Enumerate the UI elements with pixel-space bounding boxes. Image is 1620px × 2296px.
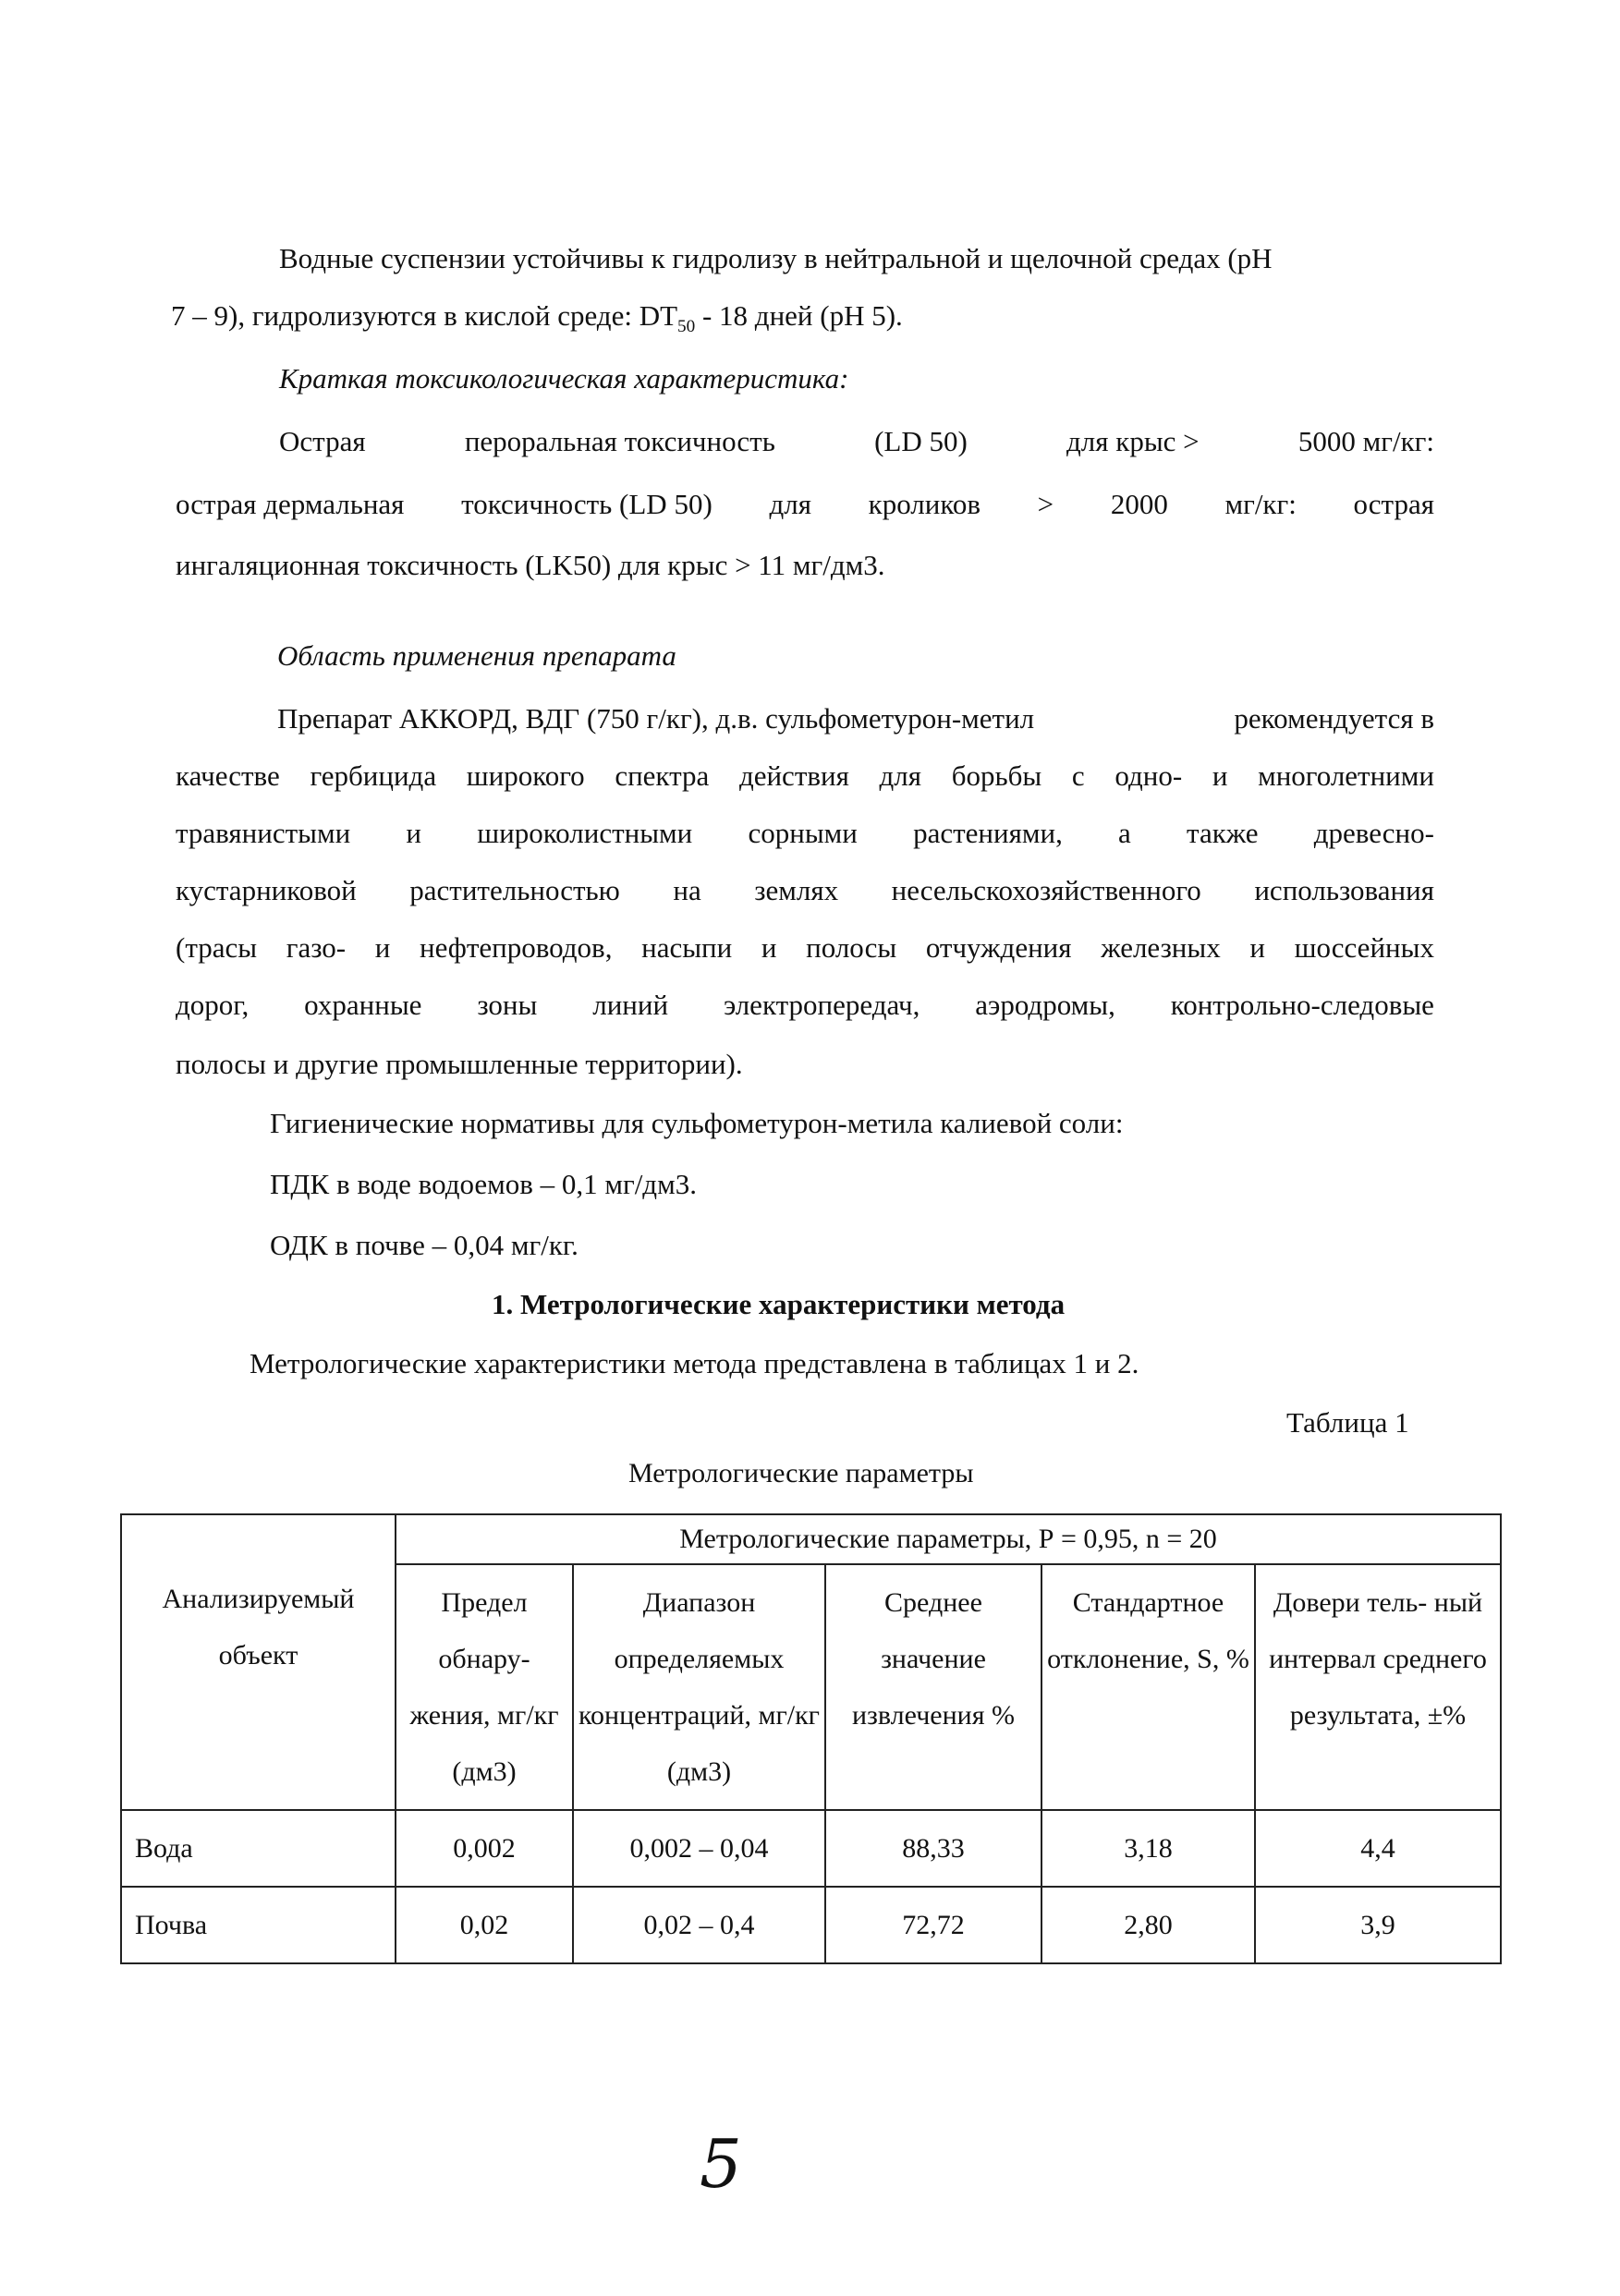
tox-word: для xyxy=(769,488,811,520)
scope-word: травянистыми xyxy=(176,817,351,849)
scope-word: отчуждения xyxy=(925,931,1072,964)
scope-word: с xyxy=(1071,759,1085,792)
table-label: Таблица 1 xyxy=(1286,1406,1409,1439)
hygiene-line-1: Гигиенические нормативы для сульфометурон-метила калиевой соли: xyxy=(270,1107,1124,1139)
scope-word: нефтепроводов, xyxy=(420,931,613,964)
scope-word: действия xyxy=(738,759,849,792)
scope-word: землях xyxy=(754,874,839,906)
tox-row-3: ингаляционная токсичность (LK50) для крыс > 11 мг/дм3. xyxy=(176,549,885,581)
scope-word: газо- xyxy=(286,931,347,964)
scope-word: для xyxy=(879,759,922,792)
scope-heading: Область применения препарата xyxy=(277,639,676,672)
tox-word: 2000 xyxy=(1110,488,1168,520)
tox-word: острая дермальная xyxy=(176,488,405,520)
table-title: Метрологические параметры xyxy=(628,1458,974,1488)
hygiene-line-3: ОДК в почве – 0,04 мг/кг. xyxy=(270,1229,579,1261)
cell-range: 0,002 – 0,04 xyxy=(573,1810,825,1887)
header-group: Метрологические параметры, Р = 0,95, n = 20 xyxy=(396,1514,1501,1564)
tox-row-1 xyxy=(279,425,1434,458)
scope-word: Препарат АККОРД, ВДГ (750 г/кг), д.в. сульфометурон-метил xyxy=(277,702,1035,735)
scope-word: шоссейных xyxy=(1294,931,1434,964)
scope-word: и xyxy=(406,817,422,849)
intro-line-2-b: - 18 дней (pH 5). xyxy=(695,299,903,332)
scope-row-7: полосы и другие промышленные территории). xyxy=(176,1048,743,1080)
scope-word: многолетними xyxy=(1258,759,1434,792)
header-sd: Стандартное отклонение, S, % xyxy=(1041,1564,1255,1810)
scope-word: древесно- xyxy=(1313,817,1434,849)
scope-row-4 xyxy=(176,874,1434,907)
header-mean: Среднее значение извлечения % xyxy=(825,1564,1041,1810)
scope-word: растительностью xyxy=(409,874,620,906)
scope-row-6 xyxy=(176,989,1434,1022)
scope-word: качестве xyxy=(176,759,280,792)
page-number: 5 xyxy=(700,2125,742,2203)
scope-word: и xyxy=(1249,931,1265,964)
hygiene-line-2: ПДК в воде водоемов – 0,1 мг/дм3. xyxy=(270,1168,697,1200)
tox-word: Острая xyxy=(279,425,366,457)
intro-line-2-sub: 50 xyxy=(677,317,696,337)
scope-word: дорог, xyxy=(176,989,250,1021)
scope-word: борьбы xyxy=(951,759,1042,792)
scope-row-1 xyxy=(277,702,1434,735)
scope-word: также xyxy=(1187,817,1259,849)
scope-word: зоны xyxy=(477,989,538,1021)
scope-word: аэродромы, xyxy=(975,989,1115,1021)
cell-object: Почва xyxy=(121,1887,396,1963)
header-ci: Довери тель- ный интервал среднего результата, ±% xyxy=(1255,1564,1501,1810)
scope-word: железных xyxy=(1101,931,1221,964)
cell-ci: 4,4 xyxy=(1255,1810,1501,1887)
tox-word: острая xyxy=(1353,488,1434,520)
table-group-header-row xyxy=(121,1514,1501,1564)
scope-word: спектра xyxy=(615,759,710,792)
scope-word: одно- xyxy=(1115,759,1183,792)
scope-word: широкого xyxy=(466,759,585,792)
tox-heading: Краткая токсикологическая характеристика: xyxy=(279,362,849,395)
scope-word: гербицида xyxy=(310,759,437,792)
section-text: Метрологические характеристики метода представлена в таблицах 1 и 2. xyxy=(250,1347,1139,1379)
tox-word: (LD 50) xyxy=(874,425,968,457)
intro-line-2 xyxy=(171,298,903,346)
intro-line-1: Водные суспензии устойчивы к гидролизу в нейтральной и щелочной средах (pH xyxy=(279,242,1273,274)
header-lod: Предел обнару- жения, мг/кг (дм3) xyxy=(396,1564,573,1810)
scope-word: линий xyxy=(592,989,669,1021)
cell-object: Вода xyxy=(121,1810,396,1887)
section-title: 1. Метрологические характеристики метода xyxy=(492,1288,1066,1320)
cell-lod: 0,02 xyxy=(396,1887,573,1963)
cell-mean: 88,33 xyxy=(825,1810,1041,1887)
tox-word: для крыс > xyxy=(1066,425,1200,457)
tox-word: > xyxy=(1037,488,1054,520)
scope-word: и xyxy=(1212,759,1228,792)
tox-row-2 xyxy=(176,488,1434,521)
cell-sd: 3,18 xyxy=(1041,1810,1255,1887)
table-row xyxy=(121,1810,1501,1887)
cell-mean: 72,72 xyxy=(825,1887,1041,1963)
table-row xyxy=(121,1887,1501,1963)
scope-word: сорными xyxy=(748,817,858,849)
scope-word: рекомендуется в xyxy=(1234,702,1434,735)
tox-word: 5000 мг/кг: xyxy=(1297,425,1434,457)
scope-word: а xyxy=(1118,817,1131,849)
cell-sd: 2,80 xyxy=(1041,1887,1255,1963)
tox-word: токсичность (LD 50) xyxy=(461,488,713,520)
scope-word: и xyxy=(761,931,777,964)
scope-row-2 xyxy=(176,759,1434,793)
scope-word: на xyxy=(673,874,701,906)
header-object: Анализируемый объект xyxy=(121,1514,396,1810)
scope-word: (трасы xyxy=(176,931,258,964)
scope-word: электропередач, xyxy=(723,989,920,1021)
cell-lod: 0,002 xyxy=(396,1810,573,1887)
tox-word: кроликов xyxy=(868,488,981,520)
scope-word: охранные xyxy=(304,989,422,1021)
tox-word: пероральная токсичность xyxy=(464,425,775,457)
scope-word: кустарниковой xyxy=(176,874,357,906)
scope-word: контрольно-следовые xyxy=(1170,989,1434,1021)
scope-word: и xyxy=(374,931,391,964)
intro-line-2-a: 7 – 9), гидролизуются в кислой среде: DT xyxy=(171,299,678,332)
cell-ci: 3,9 xyxy=(1255,1887,1501,1963)
scope-row-3 xyxy=(176,817,1434,850)
scope-word: полосы xyxy=(806,931,897,964)
header-range: Диапазон определяемых концентраций, мг/кг (дм3) xyxy=(573,1564,825,1810)
scope-row-5 xyxy=(176,931,1434,965)
cell-range: 0,02 – 0,4 xyxy=(573,1887,825,1963)
scope-word: растениями, xyxy=(913,817,1063,849)
scope-word: несельскохозяйственного xyxy=(891,874,1201,906)
tox-word: мг/кг: xyxy=(1224,488,1297,520)
scope-word: широколистными xyxy=(477,817,693,849)
scope-word: насыпи xyxy=(641,931,733,964)
metrology-table xyxy=(120,1513,1502,1964)
scope-word: использования xyxy=(1254,874,1434,906)
